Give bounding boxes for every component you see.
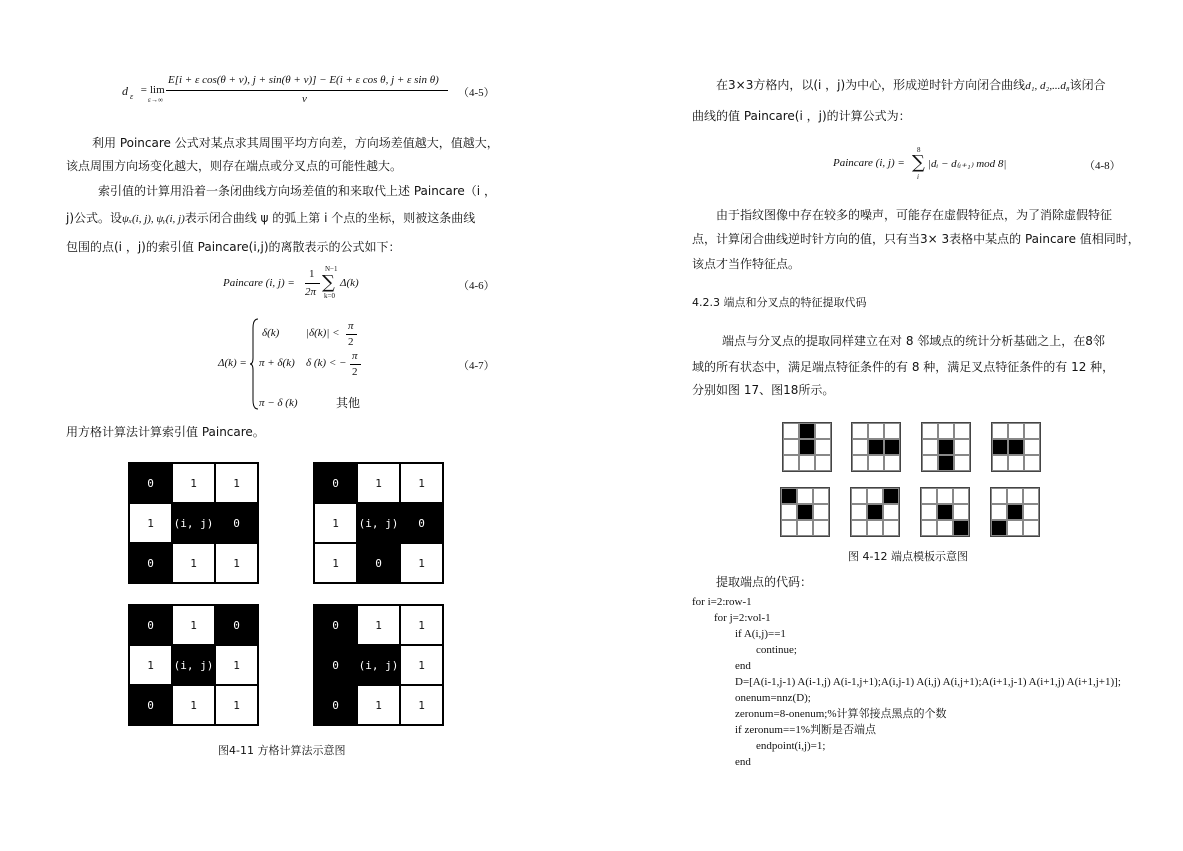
code-line: D=[A(i-1,j-1) A(i-1,j) A(i-1,j+1);A(i,j-1) A(i,j) A(i,j+1);A(i+1,j-1) A(i+1,j) A(i+1,j+1)]; (735, 676, 1121, 688)
right-para2-line2: 点，计算闭合曲线逆时针方向的值，只有当3× 3表格中某点的 Paincare 值相同时， (692, 232, 1140, 246)
right-para1-line1 (716, 78, 1106, 93)
grid-cell: 0 (129, 685, 172, 725)
grid-cell: 1 (400, 605, 443, 645)
eq45-number: （4-5） (458, 87, 495, 99)
template-cell (954, 423, 970, 439)
eq45-lhs: d (122, 84, 128, 98)
template-cell (813, 504, 829, 520)
template-cell (953, 504, 969, 520)
left-para2-pre: j)公式。设 (66, 211, 123, 225)
eq45-sub: ε (130, 92, 134, 101)
template-cell (868, 455, 884, 471)
template-cell (868, 439, 884, 455)
endpoint-template-3 (921, 422, 971, 472)
grid-cell: 0 (314, 605, 357, 645)
eq47-case2-bar (350, 364, 361, 365)
template-cell (1008, 423, 1024, 439)
eq47-case1: δ(k) (262, 327, 280, 339)
right-para3-line1: 端点与分叉点的提取同样建立在对 8 邻域点的统计分析基础之上，在8邻 (722, 334, 1105, 348)
template-cell (852, 455, 868, 471)
template-cell (799, 455, 815, 471)
template-cell (922, 455, 938, 471)
right-para1-math: d₁, d₂,...d₈ (1025, 80, 1070, 92)
eq45-fraction-bar (166, 90, 448, 91)
left-para1-line2: 该点周围方向场变化越大，则存在端点或分叉点的可能性越大。 (66, 159, 403, 173)
template-cell (797, 520, 813, 536)
template-cell (884, 423, 900, 439)
template-cell (883, 520, 899, 536)
square-grid-3 (128, 604, 259, 726)
endpoint-template-2 (851, 422, 901, 472)
grid-cell: 1 (357, 463, 400, 503)
left-para3: 用方格计算法计算索引值 Paincare。 (66, 425, 265, 439)
grid-center-cell: (i, j) (357, 645, 400, 685)
template-cell (815, 439, 831, 455)
eq47-case2-frac-d: 2 (352, 366, 358, 378)
template-cell (953, 488, 969, 504)
template-cell (852, 423, 868, 439)
template-cell (1024, 455, 1040, 471)
eq47-case3: π − δ (k) (259, 397, 298, 409)
grid-cell: 1 (357, 685, 400, 725)
template-cell (868, 423, 884, 439)
left-para2-line1: 索引值的计算用沿着一条闭曲线方向场差值的和来取代上述 Paincare（i ， (98, 184, 496, 198)
grid-cell: 1 (215, 685, 258, 725)
grid-cell: 1 (314, 503, 357, 543)
template-cell (799, 423, 815, 439)
left-para2-post: 表示闭合曲线 ψ 的弧上第 i 个点的坐标，则被这条曲线 (184, 211, 476, 225)
right-para3-line2: 域的所有状态中，满足端点特征条件的有 8 种，满足叉点特征条件的有 12 种， (692, 360, 1115, 374)
template-cell (883, 504, 899, 520)
template-cell (799, 439, 815, 455)
grid-cell: 0 (314, 463, 357, 503)
template-cell (1024, 423, 1040, 439)
eq47-case1-frac-n: π (348, 320, 354, 332)
grid-cell: 1 (215, 645, 258, 685)
template-cell (992, 439, 1008, 455)
grid-cell: 1 (172, 685, 215, 725)
grid-cell: 1 (400, 463, 443, 503)
eq45-numerator: E[i + ε cos(θ + v), j + sin(θ + v)] − E(i + ε cos θ, j + ε sin θ) (168, 74, 439, 86)
endpoint-template-1 (782, 422, 832, 472)
template-cell (991, 504, 1007, 520)
code-line: if zeronum==1%判断是否端点 (735, 724, 877, 736)
left-para2-line2 (66, 211, 475, 226)
code-title: 提取端点的代码： (716, 575, 813, 589)
template-cell (852, 439, 868, 455)
template-cell (851, 488, 867, 504)
template-cell (783, 455, 799, 471)
template-cell (781, 488, 797, 504)
template-cell (867, 504, 883, 520)
code-line: endpoint(i,j)=1; (756, 740, 826, 752)
eq47-case2-frac-n: π (352, 350, 358, 362)
eq48-sum-bot: i (917, 173, 919, 181)
eq46-fraction-bar (305, 283, 320, 284)
template-cell (922, 423, 938, 439)
grid-cell: 1 (215, 463, 258, 503)
code-line: if A(i,j)==1 (735, 628, 786, 640)
figure-4-12-caption: 图 4-12 端点模板示意图 (848, 550, 968, 563)
template-cell (1008, 439, 1024, 455)
template-cell (884, 455, 900, 471)
template-cell (781, 504, 797, 520)
grid-cell: 0 (129, 463, 172, 503)
template-cell (937, 504, 953, 520)
grid-cell: 1 (129, 645, 172, 685)
right-para1-post: 该闭合 (1069, 78, 1106, 92)
eq48-number: （4-8） (1084, 160, 1121, 172)
eq47-case1-cond: |δ(k)| < (306, 327, 340, 339)
eq46-frac-num: 1 (309, 268, 315, 280)
grid-cell: 1 (172, 543, 215, 583)
template-cell (954, 439, 970, 455)
grid-cell: 1 (172, 463, 215, 503)
template-cell (781, 520, 797, 536)
template-cell (867, 520, 883, 536)
grid-cell: 1 (400, 645, 443, 685)
template-cell (937, 520, 953, 536)
code-line: for i=2:row-1 (692, 596, 752, 608)
endpoint-template-8 (990, 487, 1040, 537)
right-para2-line3: 该点才当作特征点。 (692, 257, 801, 271)
template-cell (1023, 520, 1039, 536)
template-cell (1023, 488, 1039, 504)
grid-cell: 0 (129, 543, 172, 583)
endpoint-template-6 (850, 487, 900, 537)
square-grid-1 (128, 462, 259, 584)
template-cell (938, 423, 954, 439)
eq46-sum-top: N−1 (325, 265, 338, 273)
grid-cell: 1 (400, 543, 443, 583)
endpoint-template-4 (991, 422, 1041, 472)
eq48-rhs: |dᵢ − d₍ᵢ₊₁₎ mod 8| (928, 158, 1007, 170)
right-para2-line1: 由于指纹图像中存在较多的噪声，可能存在虚假特征点，为了消除虚假特征 (716, 208, 1113, 222)
eq47-case1-frac-d: 2 (348, 336, 354, 348)
template-cell (991, 488, 1007, 504)
endpoint-template-7 (920, 487, 970, 537)
template-cell (783, 439, 799, 455)
square-grid-4 (313, 604, 444, 726)
template-cell (938, 439, 954, 455)
eq46-number: （4-6） (458, 280, 495, 292)
eq48-lhs: Paincare (i, j) = (833, 157, 905, 169)
grid-cell: 0 (215, 605, 258, 645)
template-cell (815, 455, 831, 471)
template-cell (813, 520, 829, 536)
eq45-eq: = (140, 84, 148, 96)
left-para1-line1: 利用 Poincare 公式对某点求其周围平均方向差，方向场差值越大，值越大， (92, 136, 499, 150)
code-line: zeronum=8-onenum;%计算邻接点黑点的个数 (735, 708, 947, 720)
template-cell (1007, 504, 1023, 520)
square-grid-2 (313, 462, 444, 584)
template-cell (991, 520, 1007, 536)
eq47-case2-cond: δ (k) < − (306, 357, 347, 369)
right-para1-line2: 曲线的值 Paincare(i ，j)的计算公式为： (692, 109, 911, 123)
sigma-icon: ∑ (912, 152, 925, 173)
left-para2-line3: 包围的点(i ，j)的索引值 Paincare(i,j)的离散表示的公式如下： (66, 240, 401, 254)
template-cell (922, 439, 938, 455)
endpoint-template-5 (780, 487, 830, 537)
eq45-limsub: ε→∞ (148, 96, 163, 104)
grid-cell: 0 (215, 503, 258, 543)
code-line: end (735, 756, 751, 768)
template-cell (883, 488, 899, 504)
template-cell (937, 488, 953, 504)
eq46-lhs: Paincare (i, j) = (223, 277, 295, 289)
grid-cell: 0 (357, 543, 400, 583)
template-cell (884, 439, 900, 455)
code-line: onenum=nnz(D); (735, 692, 811, 704)
grid-cell: 1 (400, 685, 443, 725)
code-line: for j=2:vol-1 (714, 612, 771, 624)
grid-cell: 1 (172, 605, 215, 645)
template-cell (992, 455, 1008, 471)
grid-cell: 0 (400, 503, 443, 543)
template-cell (1024, 439, 1040, 455)
right-para1-pre: 在3×3方格内，以(i ，j)为中心，形成逆时针方向闭合曲线 (716, 78, 1026, 92)
eq47-case2: π + δ(k) (259, 357, 295, 369)
template-cell (921, 520, 937, 536)
grid-center-cell: (i, j) (172, 645, 215, 685)
eq45-lim: lim (150, 84, 165, 96)
eq47-lhs: Δ(k) = (218, 357, 247, 369)
code-line: continue; (756, 644, 797, 656)
eq47-case1-bar (346, 334, 357, 335)
code-line: end (735, 660, 751, 672)
template-cell (813, 488, 829, 504)
left-para2-math: ψₓ(i, j), ψᵧ(i, j) (122, 213, 185, 225)
template-cell (783, 423, 799, 439)
section-heading-4-2-3: 4.2.3 端点和分叉点的特征提取代码 (692, 296, 867, 309)
figure-4-11-caption: 图4-11 方格计算法示意图 (218, 744, 346, 757)
eq47-case3-cond: 其他 (336, 396, 361, 410)
template-cell (1007, 488, 1023, 504)
template-cell (921, 504, 937, 520)
template-cell (867, 488, 883, 504)
template-cell (851, 520, 867, 536)
eq46-rhs: Δ(k) (340, 277, 359, 289)
grid-cell: 1 (215, 543, 258, 583)
template-cell (1007, 520, 1023, 536)
template-cell (797, 504, 813, 520)
template-cell (1023, 504, 1039, 520)
eq46-frac-den: 2π (305, 286, 317, 298)
grid-center-cell: (i, j) (172, 503, 215, 543)
grid-cell: 1 (314, 543, 357, 583)
eq45-denominator: v (302, 93, 307, 105)
eq46-sum-bot: k=0 (324, 292, 335, 300)
template-cell (797, 488, 813, 504)
template-cell (953, 520, 969, 536)
grid-cell: 1 (357, 605, 400, 645)
grid-cell: 1 (129, 503, 172, 543)
template-cell (954, 455, 970, 471)
sigma-icon: ∑ (322, 272, 335, 293)
template-cell (851, 504, 867, 520)
template-cell (815, 423, 831, 439)
template-cell (992, 423, 1008, 439)
grid-center-cell: (i, j) (357, 503, 400, 543)
grid-cell: 0 (314, 685, 357, 725)
right-para3-line3: 分别如图 17、图18所示。 (692, 383, 835, 397)
eq48-sum-top: 8 (917, 146, 921, 154)
grid-cell: 0 (129, 605, 172, 645)
template-cell (938, 455, 954, 471)
template-cell (1008, 455, 1024, 471)
template-cell (921, 488, 937, 504)
grid-cell: 0 (314, 645, 357, 685)
eq47-number: （4-7） (458, 360, 495, 372)
